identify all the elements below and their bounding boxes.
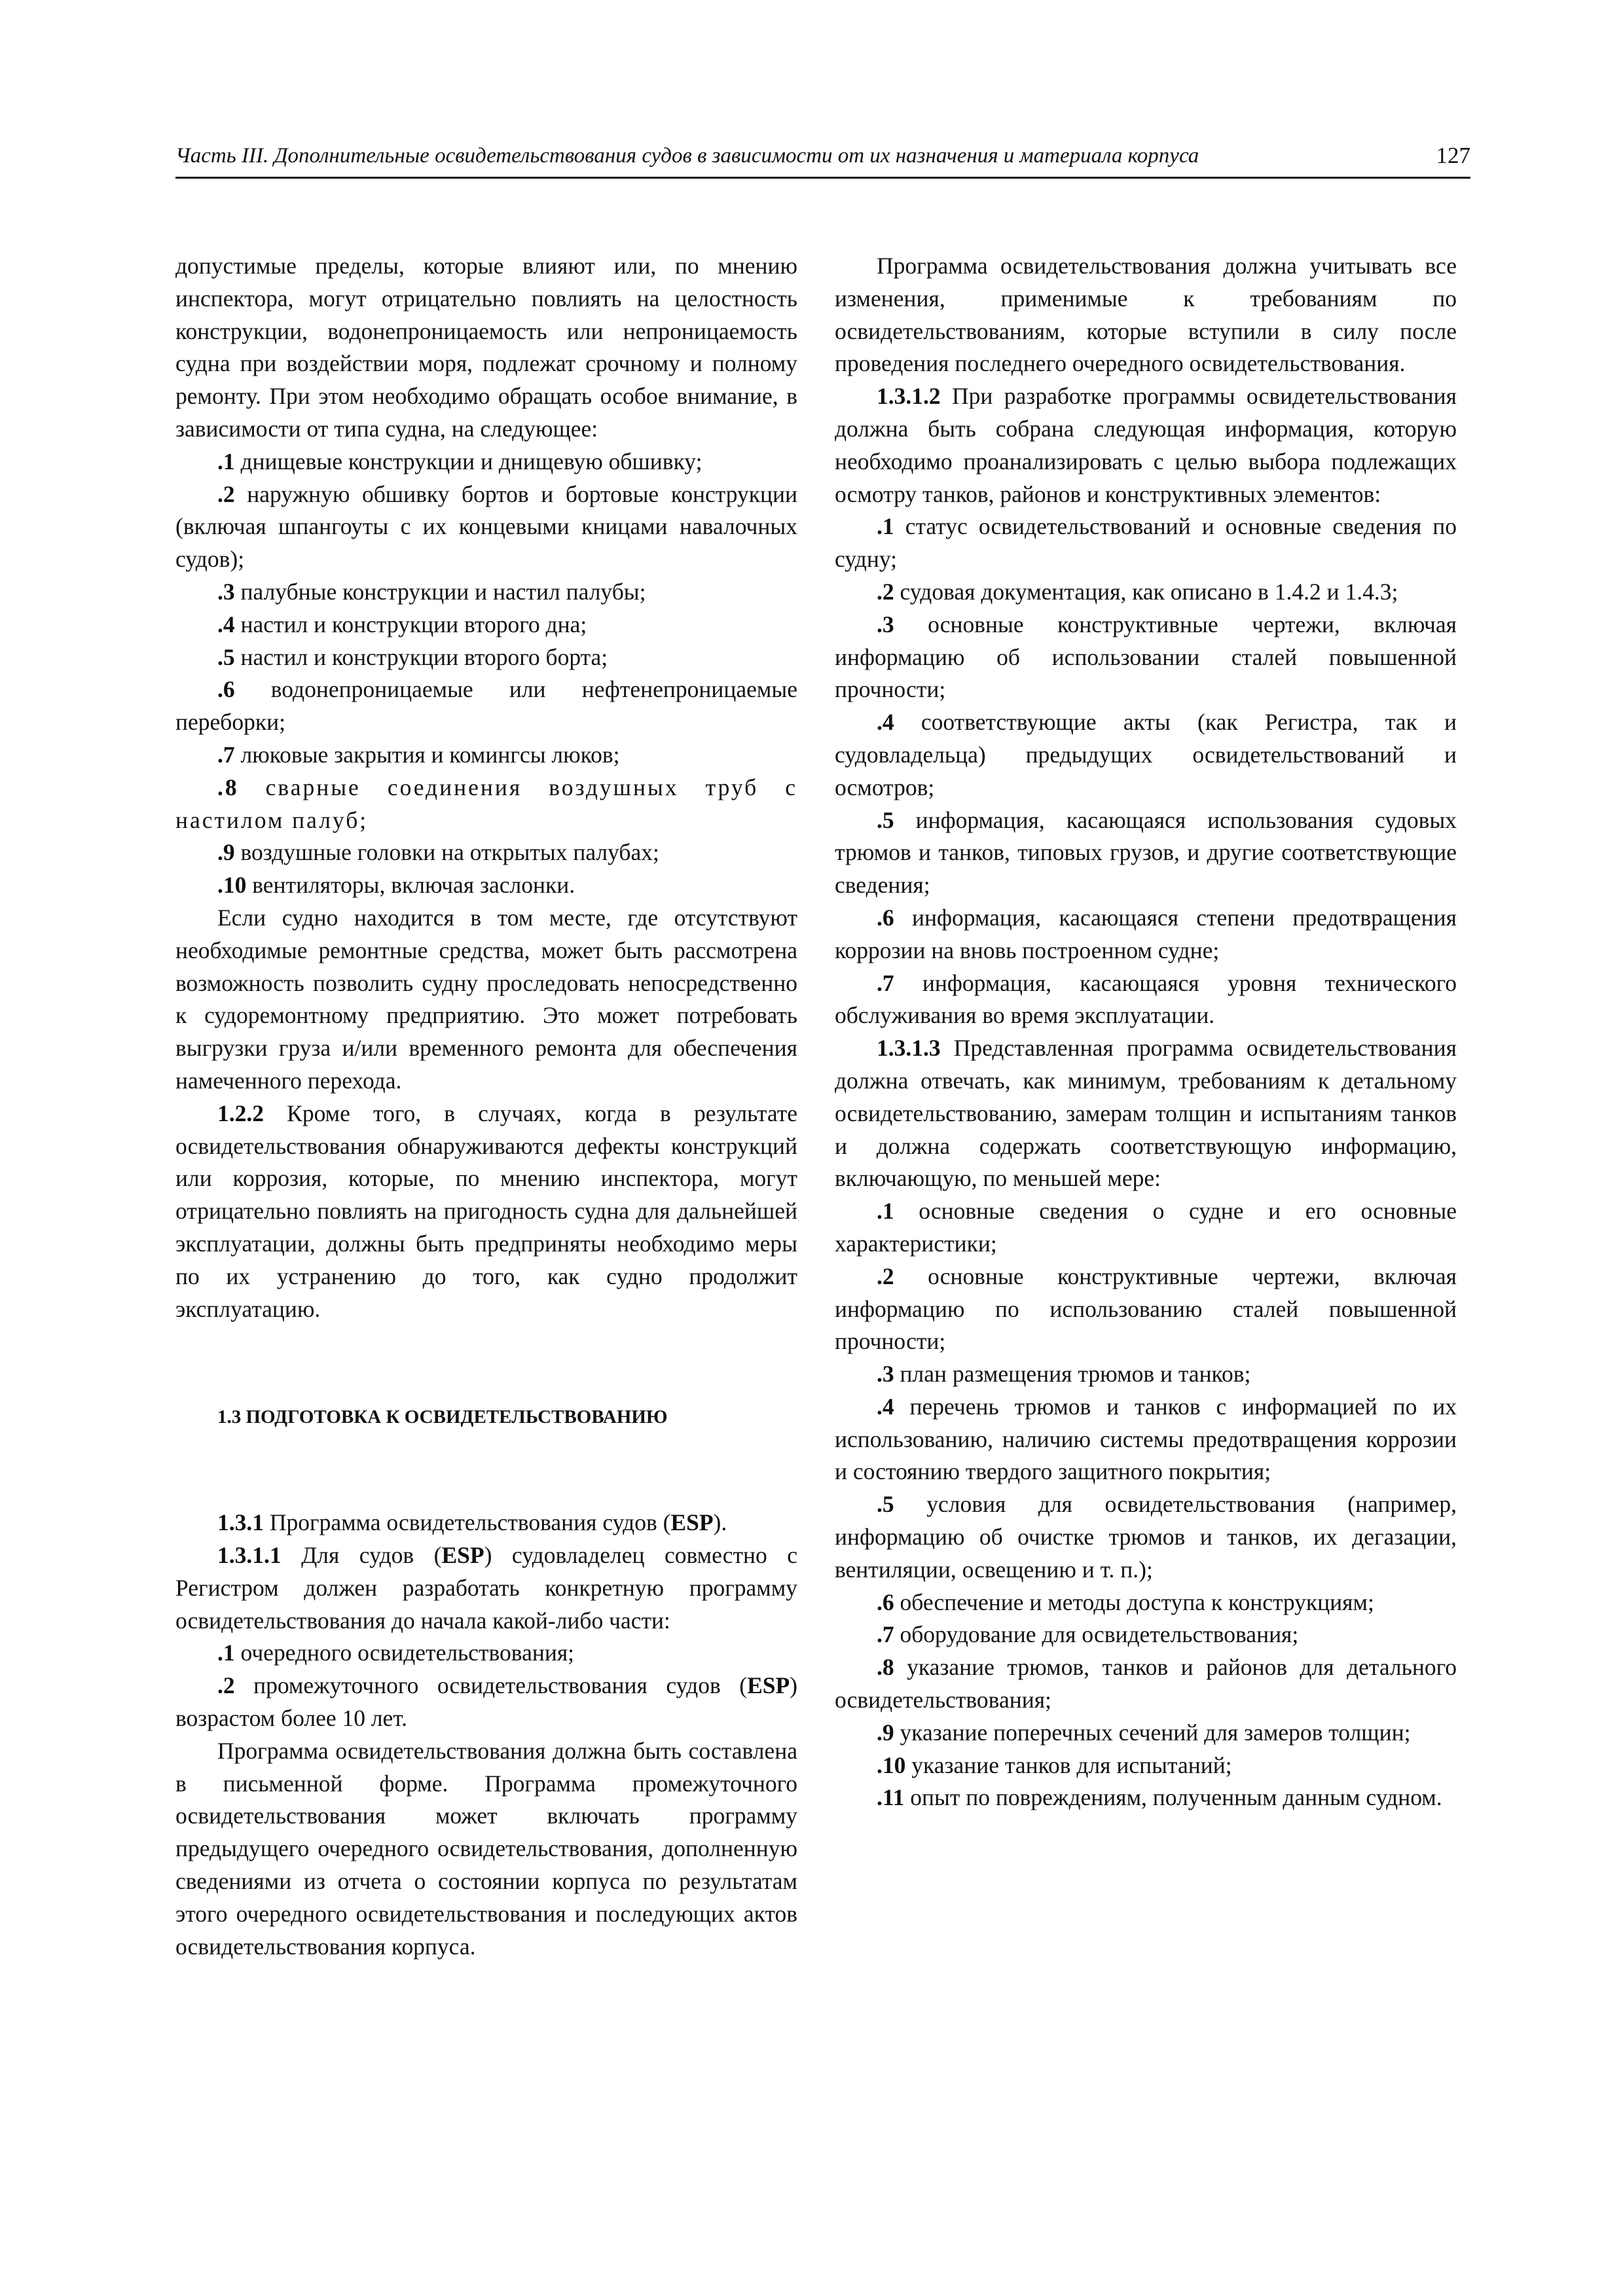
- item-text: днищевые конструкции и днищевую обшивку;: [234, 448, 702, 475]
- item-number: .5: [217, 643, 235, 670]
- paragraph-program: Программа освидетельствования должна быть составлена в письменной форме. Программа промежуточного освидетельствования может включать программу предыдущего очередного освидетельствования, дополненную сведениями из отчета о состоянии корпуса по результатам этого очередного освидетельствования и последующих актов освидетельствования корпуса.: [175, 1737, 797, 1960]
- item-text: настил и конструкции второго борта;: [234, 643, 608, 670]
- item-number: .2: [877, 578, 894, 605]
- item-text: воздушные головки на открытых палубах;: [234, 839, 659, 866]
- item-number: .7: [217, 741, 235, 768]
- paragraph-intro: допустимые пределы, которые влияют или, по мнению инспектора, могут отрицательно повлиять на целостность конструкции, водонепроницаемость или непроницаемость судна при воздействии моря, подлежат срочному и полному ремонту. При этом необходимо обращать особое внимание, в зависимости от типа судна, на следующее:: [175, 253, 797, 442]
- item-text: промежуточного освидетельствования судов (: [234, 1672, 748, 1699]
- item-text: информация, касающаяся уровня технического обслуживания во время эксплуатации.: [835, 969, 1457, 1029]
- clause-text: ) судовладелец совместно с Регистром должен разработать конкретную программу освидетельствования до начала какой-либо части:: [175, 1542, 797, 1634]
- item-number: .1: [217, 1640, 235, 1666]
- item-number: .7: [877, 969, 894, 996]
- item-number: .8: [877, 1654, 894, 1681]
- paragraph-repair: Если судно находится в том месте, где отсутствуют необходимые ремонтные средства, может быть рассмотрена возможность позволить судну проследовать непосредственно к судоремонтному предприятию. Это может потребовать выгрузки груза и/или временного ремонта для обеспечения намеченного перехода.: [175, 904, 797, 1094]
- paragraph-changes: Программа освидетельствования должна учитывать все изменения, применимые к требованиям по освидетельствованиям, которые вступили в силу после проведения последнего очередного освидетельствования.: [835, 253, 1457, 377]
- item-number: .9: [877, 1719, 894, 1746]
- item-text: указание танков для испытаний;: [905, 1751, 1232, 1778]
- item-text: обеспечение и методы доступа к конструкциям;: [894, 1588, 1374, 1615]
- list-item: [835, 1195, 1457, 1261]
- clause-text: ).: [713, 1509, 727, 1536]
- list-item: [835, 1749, 1457, 1782]
- list-item: [175, 478, 797, 576]
- item-text: наружную обшивку бортов и бортовые конструкции (включая шпангоуты с их концевыми кницами навалочных судов);: [175, 480, 797, 573]
- list-item: [175, 772, 797, 837]
- item-text: статус освидетельствований и основные сведения по судну;: [835, 513, 1457, 573]
- running-header: [175, 139, 1470, 179]
- item-text: настил и конструкции второго дна;: [234, 611, 587, 637]
- list-item: [175, 673, 797, 739]
- paragraph-1-2-2: [175, 1098, 797, 1326]
- item-number: .5: [877, 1491, 894, 1518]
- item-number: .2: [217, 1672, 235, 1699]
- item-text: указание трюмов, танков и районов для детального освидетельствования;: [835, 1654, 1457, 1713]
- page-number: 127: [1436, 143, 1470, 168]
- list-item: [835, 1651, 1457, 1717]
- item-text: информация, касающаяся использования судовых трюмов и танков, типовых грузов, и другие соответствующие сведения;: [835, 806, 1457, 899]
- item-text: люковые закрытия и комингсы люков;: [234, 741, 620, 768]
- item-text: судовая документация, как описано в 1.4.2 и 1.4.3;: [894, 578, 1398, 605]
- clause-number: 1.3.1.3: [877, 1035, 941, 1062]
- clause-number: 1.2.2: [217, 1100, 264, 1126]
- list-item: [175, 576, 797, 609]
- list-item: [175, 609, 797, 641]
- item-text: вентиляторы, включая заслонки.: [246, 872, 575, 899]
- item-number: .1: [877, 513, 894, 540]
- item-text: основные конструктивные чертежи, включая информацию по использованию сталей повышенной прочности;: [835, 1263, 1457, 1355]
- paragraph-1-3-1: [175, 1507, 797, 1539]
- item-text: ) возрастом более 10 лет.: [175, 1672, 797, 1732]
- clause-text: Программа освидетельствования судов (: [264, 1509, 671, 1536]
- list-item: [175, 641, 797, 674]
- list-item: [835, 804, 1457, 902]
- paragraph-1-3-1-2: [835, 380, 1457, 511]
- list-item: [175, 836, 797, 869]
- item-text: информация, касающаяся степени предотвращения коррозии на вновь построенном судне;: [835, 904, 1457, 963]
- item-text: план размещения трюмов и танков;: [894, 1361, 1251, 1388]
- paragraph-1-3-1-1: [175, 1539, 797, 1637]
- section-heading: 1.3 ПОДГОТОВКА К ОСВИДЕТЕЛЬСТВОВАНИЮ: [217, 1407, 668, 1428]
- list-item: [835, 1391, 1457, 1488]
- list-item: [835, 967, 1457, 1033]
- item-text: перечень трюмов и танков с информацией по их использованию, наличию системы предотвращения коррозии и состоянию твердого защитного покрытия;: [835, 1393, 1457, 1485]
- list-item: [835, 1782, 1457, 1814]
- list-item: [175, 1670, 797, 1735]
- item-text: условия для освидетельствования (например, информацию об очистке трюмов и танков, их дегазации, вентиляции, освещению и т. п.);: [835, 1491, 1457, 1583]
- item-number: .6: [877, 904, 894, 931]
- item-number: .6: [217, 676, 235, 703]
- item-text: оборудование для освидетельствования;: [894, 1621, 1299, 1648]
- item-number: .3: [217, 578, 235, 605]
- item-number: .5: [877, 806, 894, 833]
- list-item: [175, 739, 797, 772]
- clause-text: Кроме того, в случаях, когда в результате освидетельствования обнаруживаются дефекты конструкций или коррозия, которые, по мнению инспектора, могут отрицательно повлиять на пригодность судна для дальнейшей эксплуатации, должны быть предприняты необходимо меры по их устранению до того, как судно продолжит эксплуатацию.: [175, 1100, 797, 1322]
- item-text: опыт по повреждениям, полученным данным судном.: [904, 1784, 1442, 1811]
- list-item: [835, 609, 1457, 706]
- left-column: [175, 250, 797, 1963]
- clause-number: 1.3.1.1: [217, 1542, 282, 1569]
- item-number: .2: [877, 1263, 894, 1289]
- item-text: соответствующие акты (как Регистра, так и судовладельца) предыдущих освидетельствований и осмотров;: [835, 709, 1457, 800]
- item-number: .2: [217, 480, 235, 507]
- item-number: .4: [877, 1393, 894, 1420]
- esp-abbreviation: ESP: [441, 1542, 484, 1569]
- item-number: .3: [877, 611, 894, 637]
- item-text: палубные конструкции и настил палубы;: [234, 578, 646, 605]
- item-text: основные сведения о судне и его основные характеристики;: [835, 1198, 1457, 1257]
- item-text: очередного освидетельствования;: [234, 1640, 575, 1666]
- item-number: .4: [877, 709, 894, 736]
- item-number: .1: [877, 1198, 894, 1225]
- item-number: .8: [217, 774, 239, 800]
- item-number: .10: [877, 1751, 906, 1778]
- clause-text: При разработке программы освидетельствования должна быть собрана следующая информация, которую необходимо проанализировать с целью выбора подлежащих осмотру танков, районов и конструктивных элементов:: [835, 383, 1457, 507]
- esp-abbreviation: ESP: [670, 1509, 714, 1536]
- item-number: .3: [877, 1361, 894, 1388]
- item-text: указание поперечных сечений для замеров толщин;: [894, 1719, 1411, 1746]
- list-item: [835, 706, 1457, 804]
- clause-number: 1.3.1: [217, 1509, 264, 1536]
- paragraph-1-3-1-3: [835, 1032, 1457, 1195]
- header-title: Часть III. Дополнительные освидетельствования судов в зависимости от их назначения и материала корпуса: [175, 144, 1199, 168]
- right-column: [835, 250, 1457, 1814]
- item-text: сварные соединения воздушных труб с настилом палуб;: [175, 774, 797, 833]
- list-item: [835, 1261, 1457, 1358]
- list-item: [835, 1488, 1457, 1586]
- list-item: [835, 1619, 1457, 1651]
- clause-text: Представленная программа освидетельствования должна отвечать, как минимум, требованиям к детальному освидетельствованию, замерам толщин и испытаниям танков и должна содержать соответствующую информацию, включающую, по меньшей мере:: [835, 1035, 1457, 1192]
- item-number: .4: [217, 611, 235, 637]
- item-text: основные конструктивные чертежи, включая информацию об использовании сталей повышенной прочности;: [835, 611, 1457, 703]
- item-text: водонепроницаемые или нефтенепроницаемые переборки;: [175, 676, 797, 736]
- list-item: [835, 1717, 1457, 1749]
- list-item: [835, 511, 1457, 576]
- list-item: [175, 869, 797, 902]
- clause-text: Для судов (: [281, 1542, 442, 1569]
- item-number: .11: [877, 1784, 905, 1811]
- list-item: [175, 446, 797, 478]
- list-item: [835, 1587, 1457, 1619]
- item-number: .10: [217, 872, 247, 899]
- item-number: .6: [877, 1588, 894, 1615]
- list-item: [835, 902, 1457, 967]
- esp-abbreviation: ESP: [747, 1672, 790, 1699]
- list-item: [835, 576, 1457, 609]
- item-number: .9: [217, 839, 235, 866]
- list-item: [175, 1637, 797, 1670]
- list-item: [835, 1358, 1457, 1391]
- clause-number: 1.3.1.2: [877, 383, 941, 410]
- item-number: .7: [877, 1621, 894, 1648]
- item-number: .1: [217, 448, 235, 475]
